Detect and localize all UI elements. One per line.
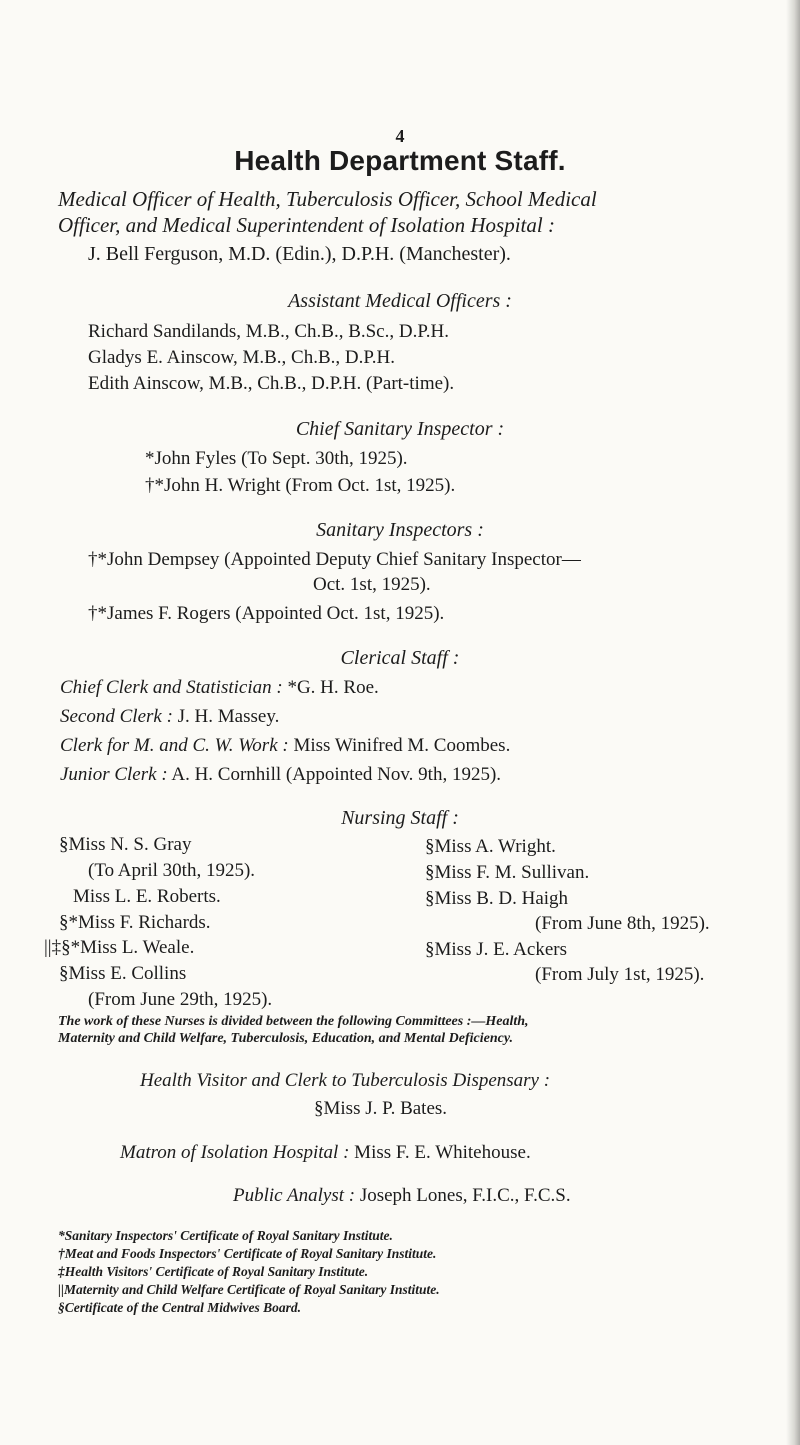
nurse-left-7: (From June 29th, 1925). bbox=[88, 989, 273, 1010]
nurse-right-2: §Miss F. M. Sullivan. bbox=[425, 862, 590, 883]
clerical-role: Second Clerk : bbox=[60, 706, 173, 727]
moh-name: J. Bell Ferguson, M.D. (Edin.), D.P.H. (Manchester). bbox=[88, 243, 511, 265]
clerical-heading: Clerical Staff : bbox=[340, 647, 460, 669]
sanitary-heading: Sanitary Inspectors : bbox=[316, 519, 484, 541]
clerical-role: Junior Clerk : bbox=[60, 764, 168, 785]
footnote-4: ||Maternity and Child Welfare Certificate of Royal Sanitary Institute. bbox=[58, 1282, 440, 1297]
nurse-left-2: (To April 30th, 1925). bbox=[88, 860, 256, 881]
analyst-name: Joseph Lones, F.I.C., F.C.S. bbox=[359, 1185, 571, 1206]
health-visitor-heading: Health Visitor and Clerk to Tuberculosis Dispensary : bbox=[140, 1070, 551, 1091]
analyst-row bbox=[233, 1185, 571, 1207]
footnote-2: †Meat and Foods Inspectors' Certificate of Royal Sanitary Institute. bbox=[58, 1246, 437, 1261]
moh-heading-line1: Medical Officer of Health, Tuberculosis Officer, School Medical bbox=[58, 187, 597, 211]
sanitary-line-1: †*John Dempsey (Appointed Deputy Chief Sanitary Inspector— bbox=[88, 549, 581, 570]
clerical-row-2 bbox=[60, 706, 279, 728]
analyst-role: Public Analyst : bbox=[233, 1185, 356, 1206]
matron-name: Miss F. E. Whitehouse. bbox=[354, 1142, 531, 1163]
nurse-left-3: Miss L. E. Roberts. bbox=[73, 886, 221, 907]
clerical-row-3 bbox=[60, 735, 510, 757]
nurse-left-6: §Miss E. Collins bbox=[59, 963, 187, 984]
page-title: Health Department Staff. bbox=[234, 145, 566, 176]
sanitary-line-2: Oct. 1st, 1925). bbox=[313, 574, 431, 595]
chief-sanitary-name-1: *John Fyles (To Sept. 30th, 1925). bbox=[145, 448, 408, 469]
clerical-row-4 bbox=[60, 764, 501, 786]
clerical-name: J. H. Massey. bbox=[177, 706, 280, 727]
nurse-left-1: §Miss N. S. Gray bbox=[59, 834, 192, 855]
assistant-name-1: Richard Sandilands, M.B., Ch.B., B.Sc., D.P.H. bbox=[88, 321, 450, 342]
assistant-heading: Assistant Medical Officers : bbox=[288, 290, 512, 312]
health-visitor-name: §Miss J. P. Bates. bbox=[314, 1098, 448, 1119]
sanitary-line-3: †*James F. Rogers (Appointed Oct. 1st, 1925). bbox=[88, 603, 445, 624]
clerical-name: *G. H. Roe. bbox=[287, 677, 379, 698]
footnote-1: *Sanitary Inspectors' Certificate of Royal Sanitary Institute. bbox=[58, 1228, 393, 1243]
nurse-right-1: §Miss A. Wright. bbox=[425, 836, 556, 857]
clerical-name: Miss Winifred M. Coombes. bbox=[293, 735, 511, 756]
footnote-5: §Certificate of the Central Midwives Board. bbox=[58, 1300, 301, 1315]
nurse-left-5: ||‡§*Miss L. Weale. bbox=[44, 937, 195, 958]
nursing-note-line1: The work of these Nurses is divided between the following Committees :—Health, bbox=[58, 1014, 529, 1029]
matron-row bbox=[120, 1142, 531, 1164]
chief-sanitary-name-2: †*John H. Wright (From Oct. 1st, 1925). bbox=[145, 475, 456, 496]
nurse-right-5: §Miss J. E. Ackers bbox=[425, 939, 567, 960]
nurse-right-3: §Miss B. D. Haigh bbox=[425, 888, 569, 909]
clerical-role: Chief Clerk and Statistician : bbox=[60, 677, 283, 698]
clerical-name: A. H. Cornhill (Appointed Nov. 9th, 1925). bbox=[171, 764, 502, 785]
moh-heading-line2: Officer, and Medical Superintendent of Isolation Hospital : bbox=[58, 213, 555, 237]
nursing-heading: Nursing Staff : bbox=[341, 807, 459, 829]
page-number: 4 bbox=[395, 126, 405, 146]
clerical-row-1 bbox=[60, 677, 379, 699]
assistant-name-3: Edith Ainscow, M.B., Ch.B., D.P.H. (Part-time). bbox=[88, 373, 455, 394]
page-edge-shadow bbox=[786, 0, 800, 1445]
matron-role: Matron of Isolation Hospital : bbox=[120, 1142, 350, 1163]
footnote-3: ‡Health Visitors' Certificate of Royal Sanitary Institute. bbox=[58, 1264, 369, 1279]
nurse-left-4: §*Miss F. Richards. bbox=[59, 912, 211, 933]
nurse-right-6: (From July 1st, 1925). bbox=[535, 964, 705, 985]
assistant-name-2: Gladys E. Ainscow, M.B., Ch.B., D.P.H. bbox=[88, 347, 396, 368]
nursing-note-line2: Maternity and Child Welfare, Tuberculosis, Education, and Mental Deficiency. bbox=[58, 1031, 514, 1046]
nurse-right-4: (From June 8th, 1925). bbox=[535, 913, 710, 934]
clerical-role: Clerk for M. and C. W. Work : bbox=[60, 735, 289, 756]
chief-sanitary-heading: Chief Sanitary Inspector : bbox=[295, 418, 505, 440]
